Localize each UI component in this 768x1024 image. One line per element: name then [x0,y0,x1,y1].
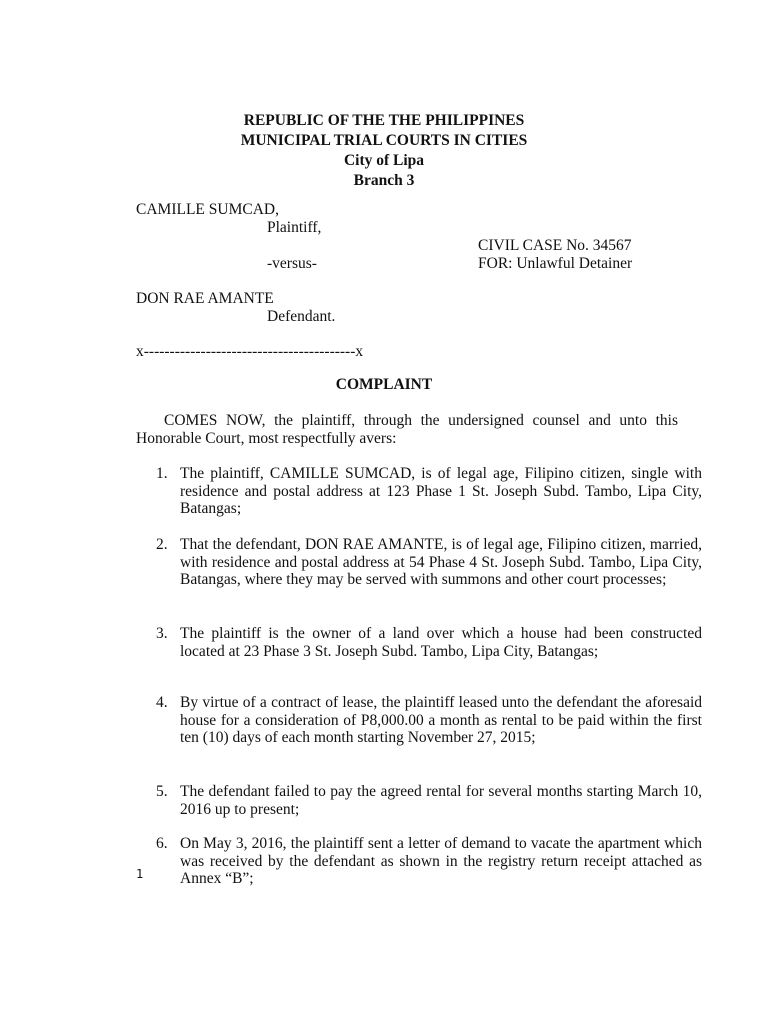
case-number: CIVIL CASE No. 34567 [478,237,632,254]
header-city: City of Lipa [343,152,425,169]
document-title: COMPLAINT [335,376,433,393]
versus-label: -versus- [267,255,317,272]
header-court: MUNICIPAL TRIAL COURTS IN CITIES [240,132,528,149]
page-number: 1 [136,867,144,881]
plaintiff-label: Plaintiff, [267,219,322,236]
header-republic: REPUBLIC OF THE THE PHILIPPINES [243,112,525,129]
caption-separator: x-----------------------------------------x [136,343,364,360]
item-number: 3. [156,625,168,642]
item-text: The plaintiff is the owner of a land over which a house had been constructed located at 23 Phase 3 St. Joseph Subd. Tambo, Lipa City, Batangas; [180,625,702,660]
defendant-label: Defendant. [267,308,336,325]
item-number: 4. [156,694,168,711]
item-text: That the defendant, DON RAE AMANTE, is of legal age, Filipino citizen, married, with residence and postal address at 54 Phase 4 St. Joseph Subd. Tambo, Lipa City, Batangas, where they may be served with summons and other court processes; [180,536,702,588]
list-item [156,625,702,660]
list-item [156,465,702,518]
list-item [156,694,702,747]
case-nature: FOR: Unlawful Detainer [478,255,633,272]
item-text: On May 3, 2016, the plaintiff sent a letter of demand to vacate the apartment which was received by the defendant as shown in the registry return receipt attached as Annex “B”; [180,835,702,887]
item-number: 2. [156,536,168,553]
list-item [156,783,702,818]
list-item [156,536,702,589]
item-number: 1. [156,465,168,482]
header-branch: Branch 3 [353,172,415,189]
intro-paragraph: COMES NOW, the plaintiff, through the undersigned counsel and unto this Honorable Court, most respectfully avers: [136,412,678,447]
item-number: 5. [156,783,168,800]
court-header [0,111,768,191]
item-text: By virtue of a contract of lease, the plaintiff leased unto the defendant the aforesaid house for a consideration of P8,000.00 a month as rental to be paid within the first ten (10) days of each month starting November 27, 2015; [180,694,702,746]
list-item [156,835,702,888]
item-text: The defendant failed to pay the agreed rental for several months starting March 10, 2016 up to present; [180,783,702,818]
defendant-name: DON RAE AMANTE [136,290,274,307]
item-text: The plaintiff, CAMILLE SUMCAD, is of legal age, Filipino citizen, single with residence and postal address at 123 Phase 1 St. Joseph Subd. Tambo, Lipa City, Batangas; [180,465,702,517]
item-number: 6. [156,835,168,852]
plaintiff-name: CAMILLE SUMCAD, [136,201,279,218]
